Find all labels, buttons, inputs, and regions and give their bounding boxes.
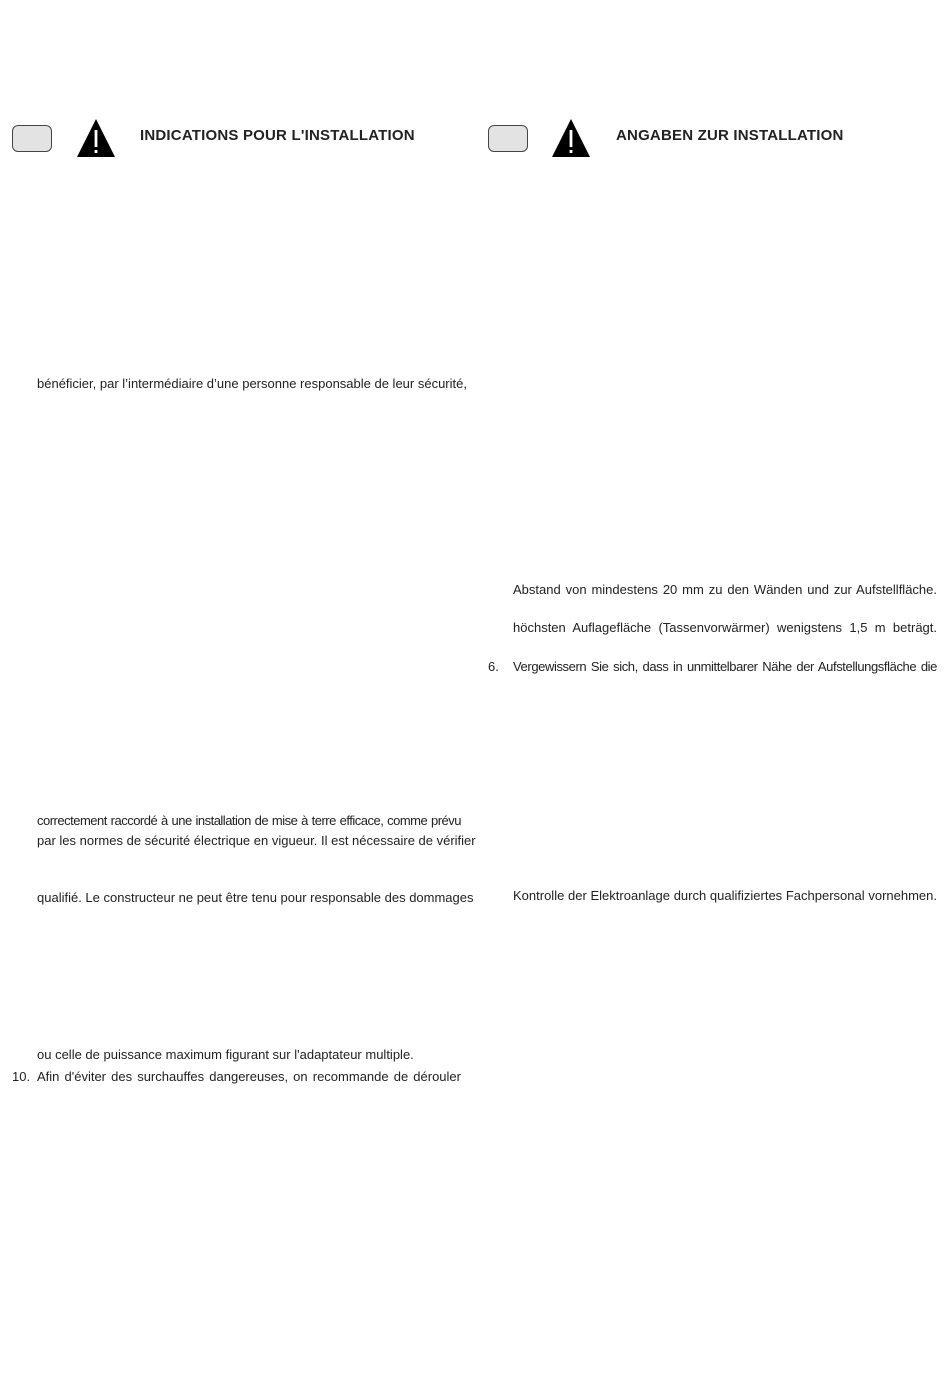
de-text-line: Vergewissern Sie sich, dass in unmittelbarer Nähe der Aufstellungsfläche die <box>513 659 937 674</box>
fr-text-line: bénéficier, par l’intermédiaire d’une personne responsable de leur sécurité, <box>37 376 467 391</box>
de-text-line: Kontrolle der Elektroanlage durch qualifiziertes Fachpersonal vornehmen. <box>513 888 937 903</box>
fr-text-line: Afin d'éviter des surchauffes dangereuses, on recommande de dérouler <box>37 1069 461 1084</box>
warning-triangle-icon <box>76 118 116 158</box>
fr-text-line: ou celle de puissance maximum figurant sur l'adaptateur multiple. <box>37 1047 414 1062</box>
section-title-de: ANGABEN ZUR INSTALLATION <box>616 127 844 144</box>
language-badge-fr <box>12 125 52 152</box>
fr-item-number: 10. <box>12 1069 31 1084</box>
de-item-number: 6. <box>488 659 499 674</box>
language-badge-de <box>488 125 528 152</box>
section-title-fr: INDICATIONS POUR L'INSTALLATION <box>140 127 415 144</box>
fr-text-line: par les normes de sécurité électrique en vigueur. Il est nécessaire de vérifier <box>37 833 476 848</box>
fr-text-line: correctement raccordé à une installation de mise à terre efficace, comme prévu <box>37 813 461 828</box>
de-text-line: Abstand von mindestens 20 mm zu den Wänden und zur Aufstellfläche. <box>513 582 937 597</box>
de-text-line: höchsten Auflagefläche (Tassenvorwärmer) wenigstens 1,5 m beträgt. <box>513 620 937 635</box>
warning-triangle-icon <box>551 118 591 158</box>
fr-text-line: qualifié. Le constructeur ne peut être tenu pour responsable des dommages <box>37 890 474 905</box>
